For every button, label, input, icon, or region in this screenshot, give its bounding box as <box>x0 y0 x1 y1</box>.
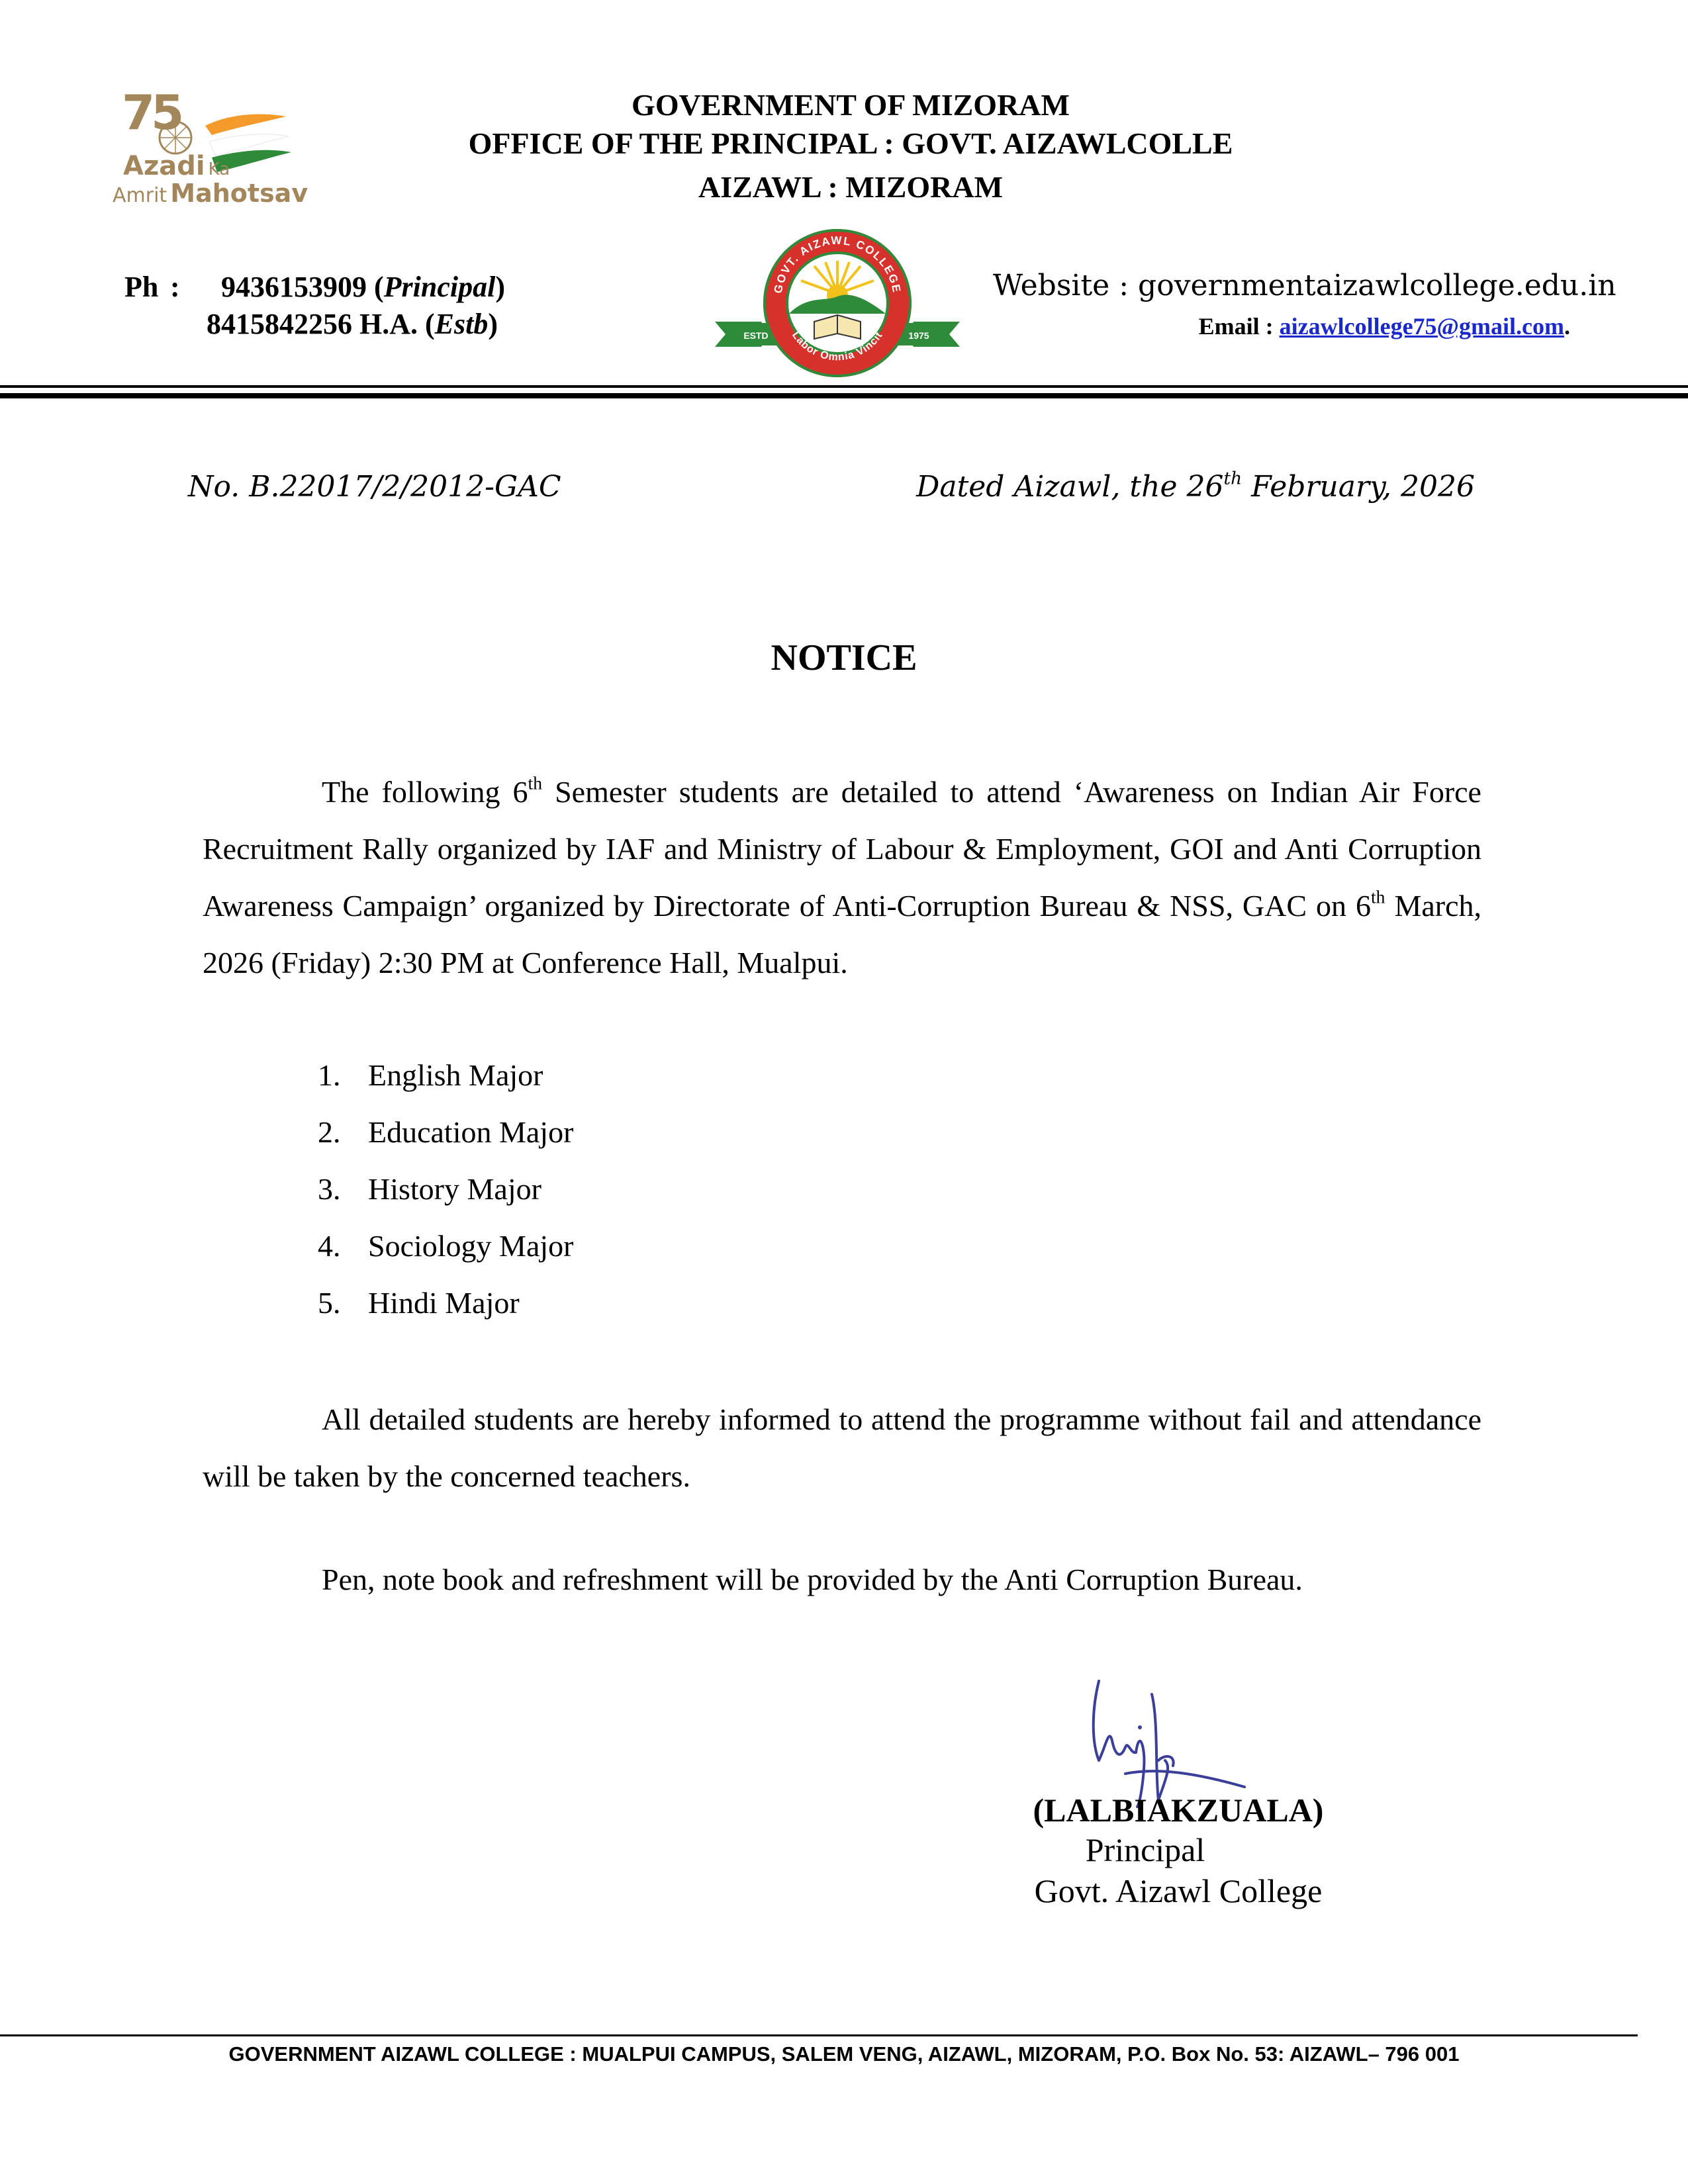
notice-paragraph-1 <box>203 764 1481 991</box>
azadi-logo-text-ka: Ka <box>208 159 230 179</box>
list-item-number: 5. <box>318 1286 341 1320</box>
svg-text:Labor Omnia Vincit <box>790 330 885 363</box>
header-rule-thin <box>0 385 1688 388</box>
signatory-name: (LALBIAKZUALA) <box>1033 1792 1324 1829</box>
website-line <box>993 269 1617 302</box>
reference-date <box>861 470 1475 504</box>
phone-label: Ph <box>124 271 159 303</box>
email-label: Email : <box>1198 313 1274 340</box>
reference-date-prefix: Dated Aizawl, the 26 <box>916 470 1224 504</box>
header-location: AIZAWL : MIZORAM <box>698 170 1004 204</box>
email-link[interactable]: aizawlcollege75@gmail.com <box>1279 313 1564 340</box>
azadi-logo-text-mahotsav: Mahotsav <box>170 179 308 208</box>
p3-text: Pen, note book and refreshment will be provided by the Anti Corruption Bureau. <box>322 1563 1303 1596</box>
header-government: GOVERNMENT OF MIZORAM <box>632 88 1070 122</box>
list-item-number: 4. <box>318 1229 341 1263</box>
list-item <box>318 1161 573 1218</box>
p1-sup-1: th <box>528 772 542 794</box>
phone-principal-role: Principal <box>383 271 496 303</box>
list-item <box>318 1047 573 1104</box>
reference-date-sup: th <box>1223 468 1243 489</box>
notice-title: NOTICE <box>771 637 917 678</box>
seal-motto-text: Labor Omnia Vincit <box>790 330 885 363</box>
p1-sup-2: th <box>1371 886 1385 907</box>
email-line: Email : aizawlcollege75@gmail.com. <box>1198 313 1570 340</box>
college-seal-text-layer <box>708 222 966 381</box>
p1-text-b: Semester students are detailed to attend ‘Awareness on Indian Air Force Recruitment Rally organized by IAF and Ministry of Labour & Employment, GOI and Anti Corruption Awareness Campaign’ organized by Directorate of Anti-Corruption Bureau & NSS, GAC on 6 <box>203 775 1481 923</box>
signatory-organization: Govt. Aizawl College <box>1034 1872 1323 1909</box>
list-item-label: Hindi Major <box>368 1286 520 1320</box>
footer-rule <box>0 2034 1638 2036</box>
phone-estb-role: Estb <box>434 308 489 340</box>
p1-text-c: March, 2026 (Friday) 2:30 PM at Conference Hall, Mualpui. <box>203 889 1481 979</box>
list-item-number: 2. <box>318 1115 341 1149</box>
notice-paragraph-2 <box>203 1391 1481 1505</box>
phone-estb-block: 8415842256 H.A. (Estb) <box>207 308 498 340</box>
college-seal <box>708 222 966 381</box>
azadi-logo-number: 75 <box>122 85 181 140</box>
phone-estb-prefix: H.A. <box>359 308 418 340</box>
list-item <box>318 1104 573 1161</box>
azadi-logo-text-azadi: Azadi <box>123 151 205 181</box>
list-item-label: Sociology Major <box>368 1229 574 1263</box>
phone-separator: : <box>170 271 180 303</box>
list-item-label: History Major <box>368 1172 541 1206</box>
header-office: OFFICE OF THE PRINCIPAL : GOVT. AIZAWLCOLLE <box>468 126 1233 160</box>
phone-principal-number: 9436153909 <box>221 271 367 303</box>
website-value: governmentaizawlcollege.edu.in <box>1138 269 1617 302</box>
p1-text-a: The following 6 <box>322 775 528 809</box>
notice-paragraph-3 <box>322 1562 1303 1597</box>
phone-block: Ph : 9436153909 (Principal) <box>124 271 505 303</box>
list-item-label: Education Major <box>368 1115 574 1149</box>
reference-number: No. B.22017/2/2012-GAC <box>188 470 561 504</box>
phone-estb-number: 8415842256 <box>207 308 352 340</box>
signatory-title: Principal <box>1085 1831 1205 1868</box>
list-item <box>318 1218 573 1275</box>
list-item <box>318 1275 573 1332</box>
website-label: Website : <box>993 269 1129 302</box>
footer-address: GOVERNMENT AIZAWL COLLEGE : MUALPUI CAMPUS, SALEM VENG, AIZAWL, MIZORAM, P.O. Box No. 53: AIZAWL– 796 001 <box>228 2042 1460 2066</box>
seal-estd-label: ESTD <box>743 330 769 341</box>
header-rule-thick <box>0 393 1688 398</box>
azadi-logo-text-amrit: Amrit <box>113 184 167 207</box>
p2-text: All detailed students are hereby informed to attend the programme without fail and attendance will be taken by the concerned teachers. <box>203 1402 1481 1493</box>
svg-text:GOVT. AIZAWL COLLEGE <box>772 234 904 295</box>
list-item-label: English Major <box>368 1058 543 1092</box>
list-item-number: 3. <box>318 1172 341 1206</box>
major-list <box>318 1047 573 1332</box>
seal-estd-year: 1975 <box>908 330 929 341</box>
reference-date-suffix: February, 2026 <box>1242 470 1475 504</box>
list-item-number: 1. <box>318 1058 341 1092</box>
seal-top-text: GOVT. AIZAWL COLLEGE <box>771 234 904 295</box>
